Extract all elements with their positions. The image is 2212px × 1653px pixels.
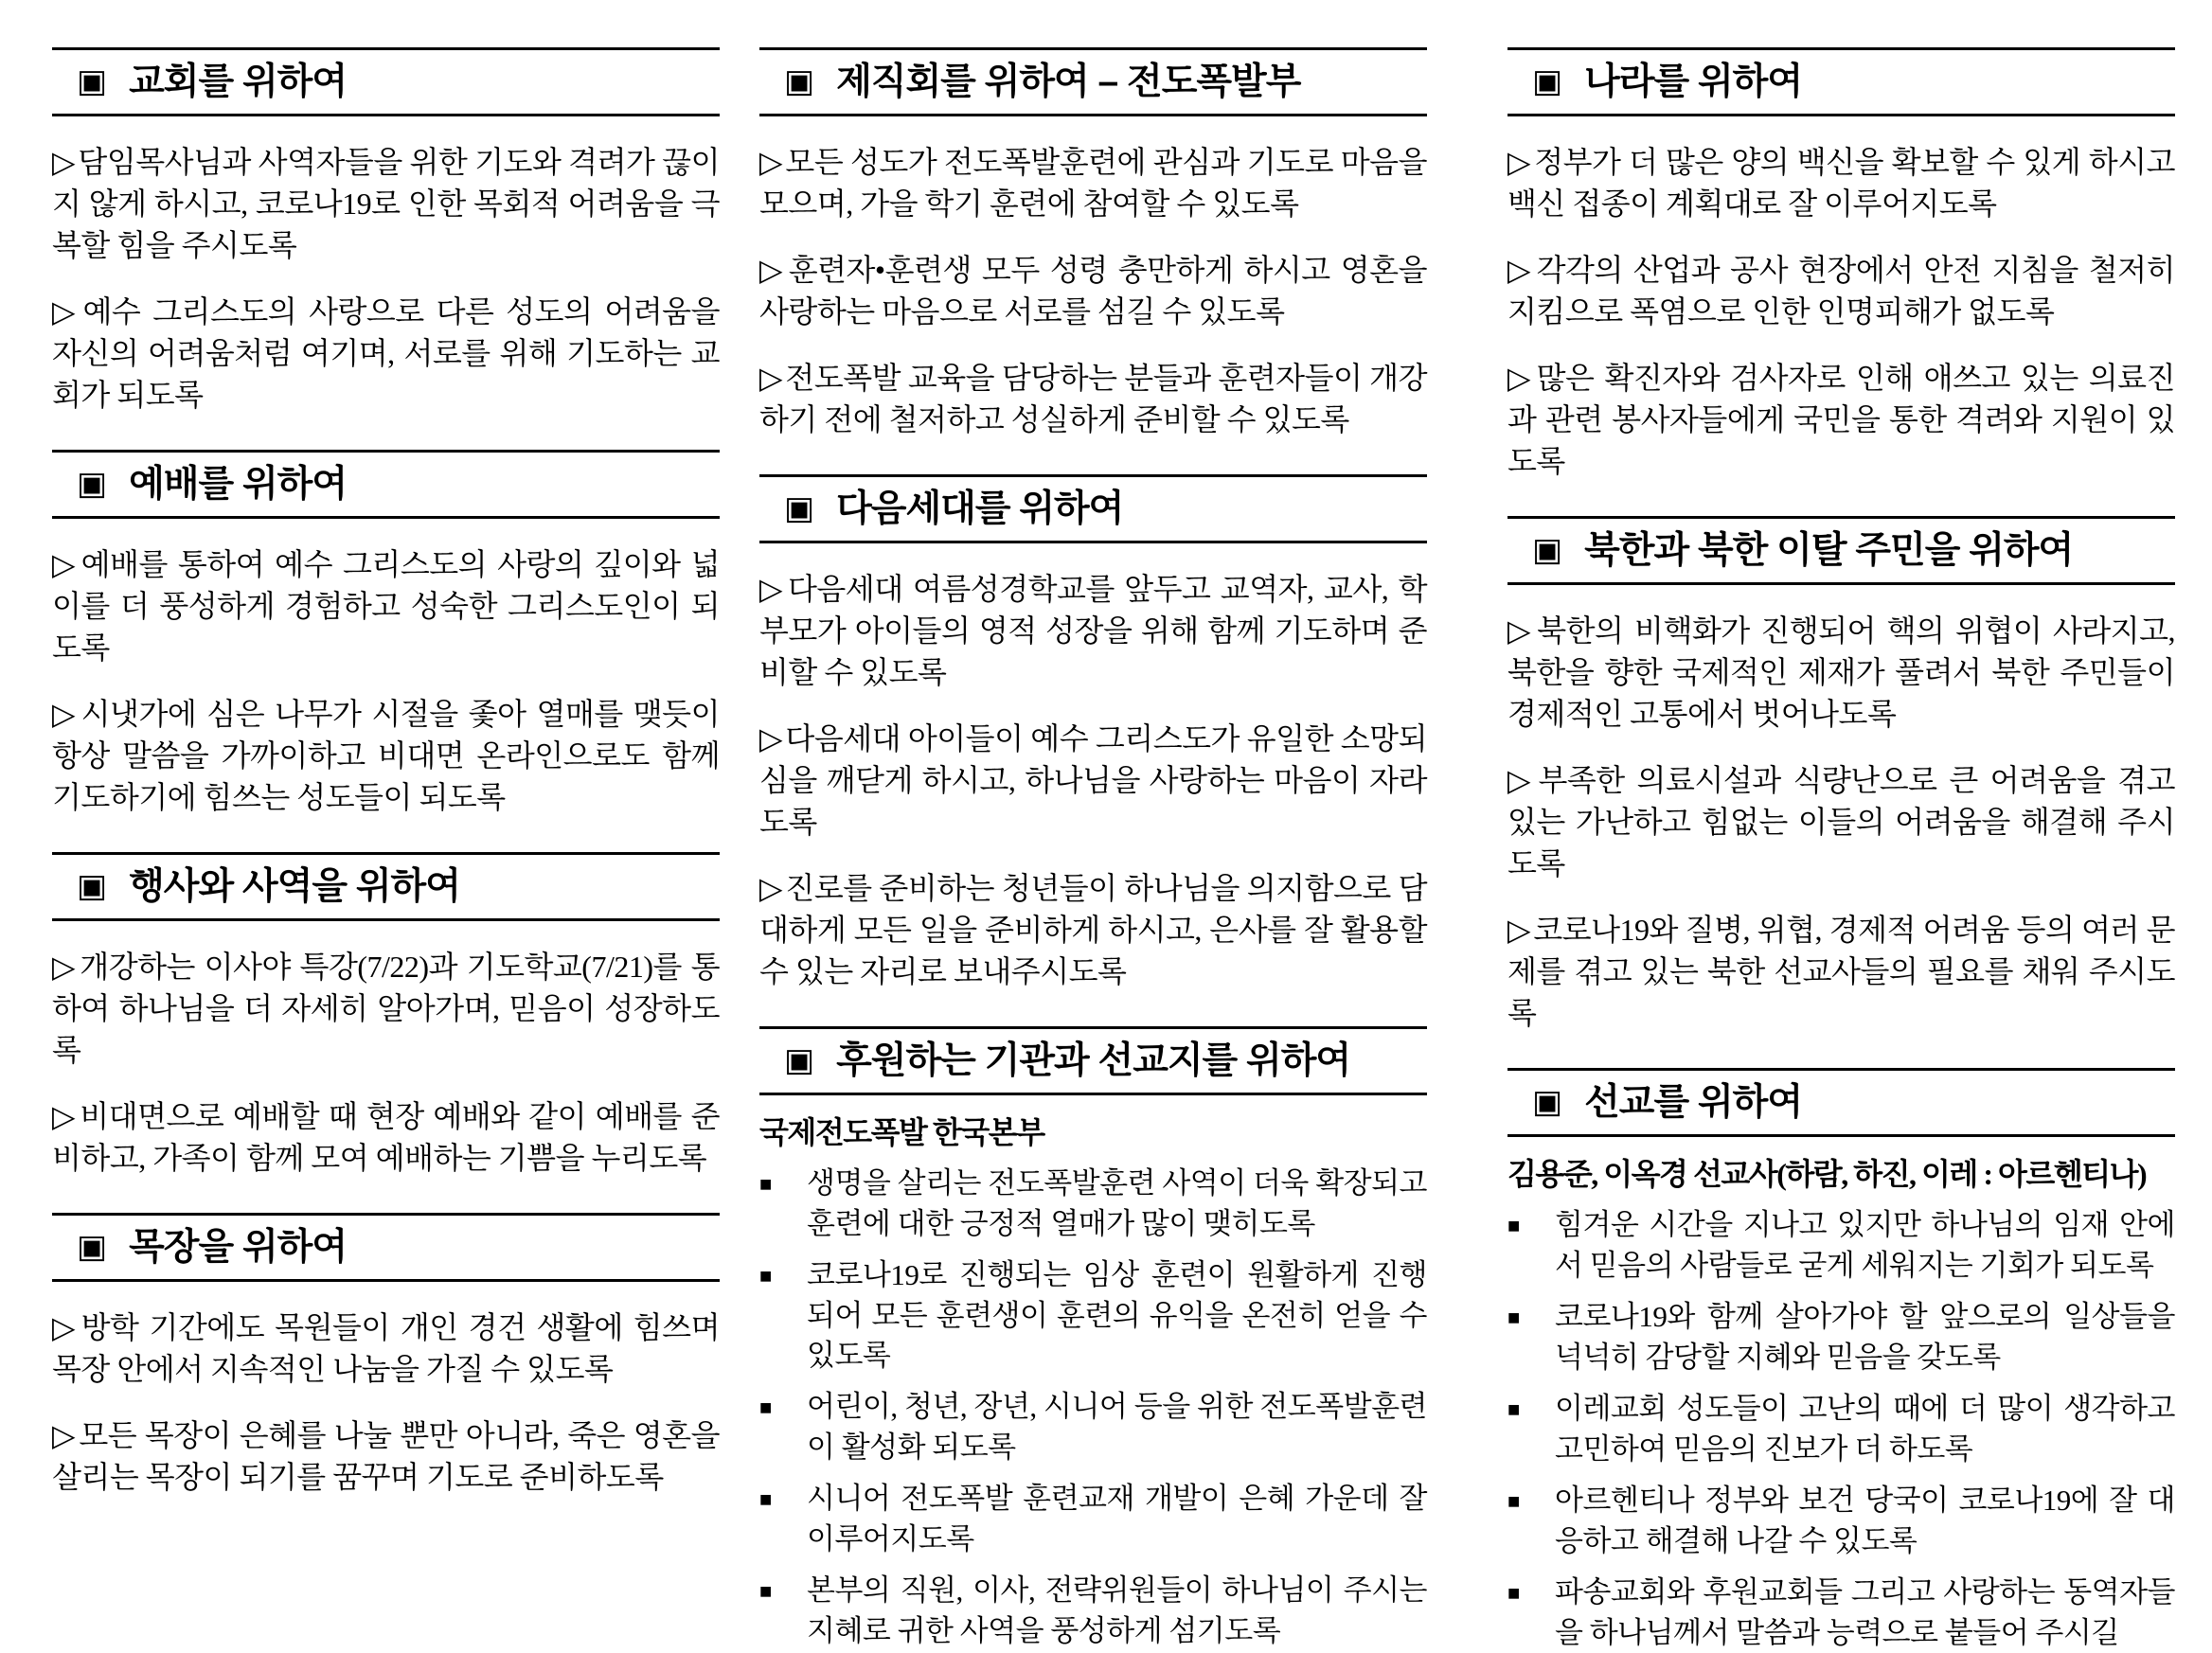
prayer-text: 모든 성도가 전도폭발훈련에 관심과 기도로 마음을 모으며, 가을 학기 훈련에 참여할 수 있도록 — [759, 145, 1428, 221]
prayer-item — [52, 693, 720, 818]
prayer-text: 진로를 준비하는 청년들이 하나님을 의지함으로 담대하게 모든 일을 준비하게 하시고, 은사를 잘 활용할 수 있는 자리로 보내주시도록 — [759, 871, 1428, 988]
prayer-column-left — [52, 47, 720, 1498]
prayer-item — [759, 867, 1427, 992]
triangle-bullet-icon: ▷ — [1507, 763, 1536, 797]
section-header — [52, 450, 720, 519]
section-header — [759, 474, 1427, 543]
prayer-item — [759, 1571, 1427, 1651]
prayer-item — [759, 1255, 1427, 1376]
section-square-icon: ▣ — [784, 490, 814, 526]
prayer-text: 방학 기간에도 목원들이 개인 경건 생활에 힘쓰며 목장 안에서 지속적인 나눔을 가질 수 있도록 — [52, 1310, 721, 1386]
triangle-bullet-icon: ▷ — [759, 361, 783, 395]
section-square-icon: ▣ — [1532, 532, 1562, 568]
triangle-bullet-icon: ▷ — [1507, 145, 1532, 179]
prayer-text: 파송교회와 후원교회들 그리고 사랑하는 동역자들을 하나님께서 말씀과 능력으로 붙들어 주시길 — [1555, 1575, 2175, 1649]
section-header — [1507, 516, 2175, 585]
prayer-item — [52, 946, 720, 1071]
section-deacons-ee — [759, 47, 1427, 440]
triangle-bullet-icon: ▷ — [52, 1418, 77, 1452]
prayer-text: 훈련자•훈련생 모두 성령 충만하게 하시고 영혼을 사랑하는 마음으로 서로를 섬길 수 있도록 — [759, 253, 1427, 329]
prayer-column-right — [1507, 47, 2175, 1653]
section-missions — [1507, 1068, 2175, 1653]
prayer-text: 코로나19와 질병, 위협, 경제적 어려움 등의 여러 문제를 겪고 있는 북한 선교사들의 필요를 채워 주시도록 — [1507, 913, 2175, 1030]
prayer-text: 개강하는 이사야 특강(7/22)과 기도학교(7/21)를 통하여 하나님을 더 자세히 알아가며, 믿음이 성장하도록 — [52, 950, 721, 1067]
section-title: 예배를 위하여 — [129, 464, 348, 505]
prayer-item — [1507, 1389, 2175, 1469]
triangle-bullet-icon: ▷ — [759, 572, 785, 606]
square-bullet-icon: ■ — [759, 1264, 772, 1288]
prayer-item — [1507, 610, 2175, 735]
prayer-text: 북한의 비핵화가 진행되어 핵의 위협이 사라지고, 북한을 향한 국제적인 제재가 풀려서 북한 주민들이 경제적인 고통에서 벗어나도록 — [1507, 613, 2175, 731]
section-supported-orgs — [759, 1026, 1427, 1651]
prayer-text: 부족한 의료시설과 식량난으로 큰 어려움을 겪고 있는 가난하고 힘없는 이들의 어려움을 해결해 주시도록 — [1507, 763, 2175, 880]
prayer-item — [759, 718, 1427, 843]
section-square-icon: ▣ — [77, 466, 107, 502]
prayer-text: 전도폭발 교육을 담당하는 분들과 훈련자들이 개강하기 전에 철저하고 성실하게 준비할 수 있도록 — [759, 361, 1428, 436]
square-bullet-icon: ■ — [759, 1395, 772, 1419]
prayer-column-middle — [759, 47, 1427, 1651]
prayer-item — [1507, 1297, 2175, 1378]
section-title: 후원하는 기관과 선교지를 위하여 — [836, 1040, 1351, 1081]
section-title: 선교를 위하여 — [1584, 1082, 1803, 1123]
prayer-text: 정부가 더 많은 양의 백신을 확보할 수 있게 하시고 백신 접종이 계획대로 잘 이루어지도록 — [1507, 145, 2175, 221]
section-next-generation — [759, 474, 1427, 992]
section-header — [52, 47, 720, 116]
section-square-icon: ▣ — [77, 1229, 107, 1265]
triangle-bullet-icon: ▷ — [52, 145, 76, 179]
prayer-text: 다음세대 여름성경학교를 앞두고 교역자, 교사, 학부모가 아이들의 영적 성장을 위해 함께 기도하며 준비할 수 있도록 — [759, 572, 1427, 689]
section-nation — [1507, 47, 2175, 482]
section-title: 목장을 위하여 — [129, 1227, 348, 1268]
section-header — [52, 852, 720, 921]
section-header — [52, 1213, 720, 1282]
triangle-bullet-icon: ▷ — [52, 950, 78, 984]
prayer-item — [759, 1479, 1427, 1559]
prayer-text: 어린이, 청년, 장년, 시니어 등을 위한 전도폭발훈련이 활성화 되도록 — [807, 1390, 1427, 1464]
missionary-name: 김용준, 이옥경 선교사(하람, 하진, 이레 : 아르헨티나) — [1507, 1157, 2147, 1191]
triangle-bullet-icon: ▷ — [1507, 253, 1534, 287]
section-header — [759, 1026, 1427, 1095]
prayer-item — [52, 543, 720, 668]
prayer-text: 본부의 직원, 이사, 전략위원들이 하나님이 주시는 지혜로 귀한 사역을 풍성하게 섬기도록 — [807, 1573, 1427, 1647]
square-bullet-icon: ■ — [759, 1172, 772, 1196]
section-worship — [52, 450, 720, 818]
prayer-item — [759, 568, 1427, 693]
triangle-bullet-icon: ▷ — [759, 871, 783, 905]
prayer-item — [52, 291, 720, 416]
prayer-text: 아르헨티나 정부와 보건 당국이 코로나19에 잘 대응하고 해결해 나갈 수 있도록 — [1555, 1484, 2175, 1557]
prayer-text: 코로나19로 진행되는 임상 훈련이 원활하게 진행되어 모든 훈련생이 훈련의 유익을 온전히 얻을 수 있도록 — [807, 1258, 1427, 1372]
section-square-icon: ▣ — [77, 868, 107, 904]
org-name: 국제전도폭발 한국본부 — [759, 1115, 1044, 1149]
section-title: 제직회를 위하여 – 전도폭발부 — [836, 62, 1301, 102]
triangle-bullet-icon: ▷ — [759, 253, 786, 287]
section-events-ministry — [52, 852, 720, 1179]
prayer-item — [1507, 249, 2175, 332]
prayer-item — [759, 1164, 1427, 1244]
triangle-bullet-icon: ▷ — [52, 294, 80, 329]
prayer-item — [52, 1414, 720, 1498]
prayer-text: 다음세대 아이들이 예수 그리스도가 유일한 소망되심을 깨닫게 하시고, 하나님을 사랑하는 마음이 자라도록 — [759, 721, 1428, 839]
triangle-bullet-icon: ▷ — [759, 721, 783, 755]
prayer-text: 각각의 산업과 공사 현장에서 안전 지침을 철저히 지킴으로 폭염으로 인한 인명피해가 없도록 — [1507, 253, 2176, 329]
section-title: 북한과 북한 이탈 주민을 위하여 — [1584, 530, 2074, 571]
prayer-item — [759, 1387, 1427, 1467]
prayer-text: 예배를 통하여 예수 그리스도의 사랑의 깊이와 넓이를 더 풍성하게 경험하고 성숙한 그리스도인이 되도록 — [52, 547, 721, 665]
prayer-item — [759, 357, 1427, 440]
section-title: 행사와 사역을 위하여 — [129, 866, 460, 907]
triangle-bullet-icon: ▷ — [52, 1099, 78, 1133]
triangle-bullet-icon: ▷ — [1507, 361, 1534, 395]
prayer-item — [759, 249, 1427, 332]
prayer-item — [1507, 909, 2175, 1034]
square-bullet-icon: ■ — [759, 1579, 772, 1603]
square-bullet-icon: ■ — [1507, 1397, 1520, 1421]
prayer-item — [1507, 1573, 2175, 1653]
prayer-text: 많은 확진자와 검사자로 인해 애쓰고 있는 의료진과 관련 봉사자들에게 국민을 통한 격려와 지원이 있도록 — [1507, 361, 2176, 478]
prayer-text: 비대면으로 예배할 때 현장 예배와 같이 예배를 준비하고, 가족이 함께 모여 예배하는 기쁨을 누리도록 — [52, 1099, 721, 1175]
triangle-bullet-icon: ▷ — [52, 1310, 79, 1344]
section-title: 교회를 위하여 — [129, 62, 348, 102]
section-square-icon: ▣ — [1532, 1084, 1562, 1120]
section-square-icon: ▣ — [784, 63, 814, 99]
section-square-icon: ▣ — [784, 1042, 814, 1078]
square-bullet-icon: ■ — [1507, 1306, 1520, 1329]
prayer-text: 시니어 전도폭발 훈련교재 개발이 은혜 가운데 잘 이루어지도록 — [807, 1482, 1427, 1555]
prayer-item — [1507, 1205, 2175, 1286]
prayer-item — [1507, 1481, 2175, 1561]
section-header — [1507, 1068, 2175, 1137]
prayer-item — [52, 1306, 720, 1390]
prayer-text: 힘겨운 시간을 지나고 있지만 하나님의 임재 안에서 믿음의 사람들로 굳게 세워지는 기회가 되도록 — [1555, 1208, 2175, 1282]
prayer-item — [1507, 357, 2175, 482]
prayer-item — [1507, 759, 2175, 884]
square-bullet-icon: ■ — [1507, 1214, 1520, 1237]
prayer-item — [52, 141, 720, 266]
square-bullet-icon: ■ — [759, 1487, 772, 1511]
triangle-bullet-icon: ▷ — [52, 547, 79, 581]
square-bullet-icon: ■ — [1507, 1489, 1520, 1513]
section-header — [1507, 47, 2175, 116]
prayer-text: 생명을 살리는 전도폭발훈련 사역이 더욱 확장되고 훈련에 대한 긍정적 열매가 많이 맺히도록 — [807, 1166, 1427, 1240]
triangle-bullet-icon: ▷ — [759, 145, 783, 179]
section-north-korea — [1507, 516, 2175, 1034]
section-header — [759, 47, 1427, 116]
section-title: 나라를 위하여 — [1584, 62, 1803, 102]
section-title: 다음세대를 위하여 — [836, 489, 1124, 529]
square-bullet-icon: ■ — [1507, 1581, 1520, 1605]
triangle-bullet-icon: ▷ — [52, 697, 79, 731]
triangle-bullet-icon: ▷ — [1507, 613, 1535, 648]
prayer-text: 이레교회 성도들이 고난의 때에 더 많이 생각하고 고민하여 믿음의 진보가 더 하도록 — [1555, 1392, 2175, 1466]
prayer-item — [759, 141, 1427, 224]
prayer-item — [52, 1095, 720, 1179]
section-square-icon: ▣ — [77, 63, 107, 99]
section-square-icon: ▣ — [1532, 63, 1562, 99]
prayer-text: 예수 그리스도의 사랑으로 다른 성도의 어려움을 자신의 어려움처럼 여기며, 서로를 위해 기도하는 교회가 되도록 — [52, 294, 720, 412]
section-mokjang — [52, 1213, 720, 1498]
section-church — [52, 47, 720, 416]
triangle-bullet-icon: ▷ — [1507, 913, 1531, 947]
prayer-item — [1507, 141, 2175, 224]
prayer-text: 코로나19와 함께 살아가야 할 앞으로의 일상들을 넉넉히 감당할 지혜와 믿음을 갖도록 — [1555, 1300, 2175, 1374]
prayer-text: 시냇가에 심은 나무가 시절을 좇아 열매를 맺듯이 항상 말씀을 가까이하고 비대면 온라인으로도 함께 기도하기에 힘쓰는 성도들이 되도록 — [52, 697, 721, 814]
prayer-text: 담임목사님과 사역자들을 위한 기도와 격려가 끊이지 않게 하시고, 코로나19로 인한 목회적 어려움을 극복할 힘을 주시도록 — [52, 145, 721, 262]
prayer-text: 모든 목장이 은혜를 나눌 뿐만 아니라, 죽은 영혼을 살리는 목장이 되기를 꿈꾸며 기도로 준비하도록 — [52, 1418, 721, 1494]
